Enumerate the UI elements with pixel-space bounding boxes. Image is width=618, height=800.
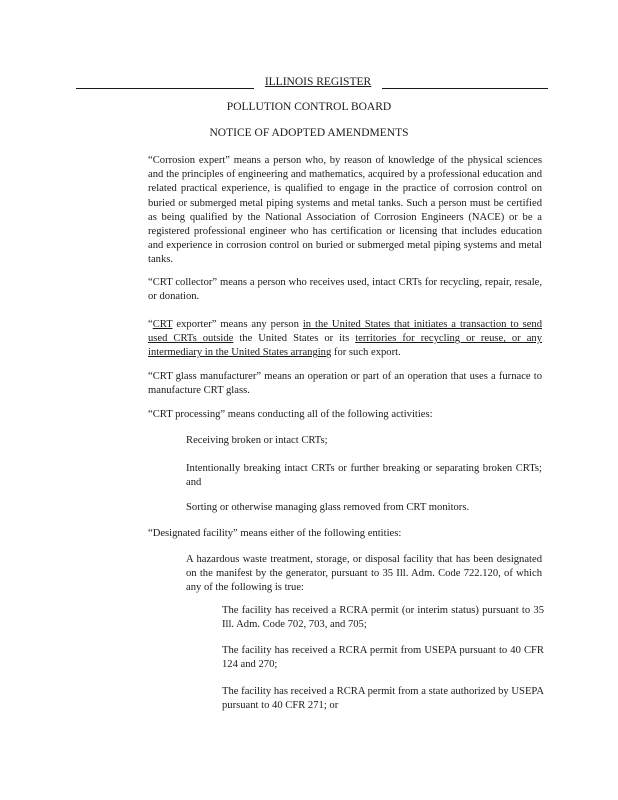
definition-corrosion-expert: “Corrosion expert” means a person who, by reason of knowledge of the physical sciences and the principles of engineering and mathematics, acquired by a professional education and related practical experience, is qualified to engage in the practice of corrosion control on buried or submerged metal piping systems and metal tanks. Such a person must be certified as being qualified by the National Association of Corrosion Engineers (NACE) or be a registered professional engineer who has certification or licensing that includes education and experience in corrosion control on buried or submerged metal piping systems and metal tanks. <box>148 155 542 266</box>
crt-processing-item-a: Receiving broken or intact CRTs; <box>186 435 328 446</box>
definition-crt-glass-manufacturer: “CRT glass manufacturer” means an operation or part of an operation that uses a furnace to manufacture CRT glass. <box>148 371 542 397</box>
crt-processing-item-c: Sorting or otherwise managing glass removed from CRT monitors. <box>186 502 470 513</box>
register-title: ILLINOIS REGISTER <box>264 76 372 88</box>
definition-crt-exporter <box>148 318 542 361</box>
notice-title: NOTICE OF ADOPTED AMENDMENTS <box>209 127 409 139</box>
crt-exporter-text-4: for such export. <box>331 347 401 359</box>
designated-facility-item-a-i: The facility has received a RCRA permit (or interim status) pursuant to 35 Ill. Adm. Code 702, 703, and 705; <box>222 605 544 631</box>
crt-exporter-inserted-1: CRT <box>152 319 173 330</box>
designated-facility-item-a-iii: The facility has received a RCRA permit from a state authorized by USEPA pursuant to 40 CFR 271; or <box>222 686 544 712</box>
crt-processing-item-b: Intentionally breaking intact CRTs or further breaking or separating broken CRTs; and <box>186 463 542 489</box>
crt-exporter-text-1: “ <box>148 319 153 330</box>
header-rule-left <box>76 88 254 89</box>
designated-facility-item-a-ii: The facility has received a RCRA permit from USEPA pursuant to 40 CFR 124 and 270; <box>222 645 544 671</box>
crt-exporter-inserted-2: in the United States that initiates a transaction to send used CRTs outside <box>148 319 542 345</box>
crt-exporter-text-2: exporter” means any person <box>172 319 303 330</box>
designated-facility-item-a: A hazardous waste treatment, storage, or disposal facility that has been designated on the manifest by the generator, pursuant to 35 Ill. Adm. Code 722.120, of which any of the following is true: <box>186 554 542 594</box>
board-name: POLLUTION CONTROL BOARD <box>226 101 392 113</box>
header-rule-right <box>382 88 548 89</box>
register-header <box>76 75 548 91</box>
definition-crt-processing: “CRT processing” means conducting all of the following activities: <box>148 409 433 420</box>
crt-exporter-inserted-3: territories for recycling or reuse, or any intermediary in the United States arranging <box>148 333 542 359</box>
crt-exporter-text-3: the United States or its <box>233 333 356 345</box>
definition-crt-collector: “CRT collector” means a person who receives used, intact CRTs for recycling, repair, resale, or donation. <box>148 277 542 303</box>
definition-designated-facility: “Designated facility” means either of the following entities: <box>148 528 402 539</box>
